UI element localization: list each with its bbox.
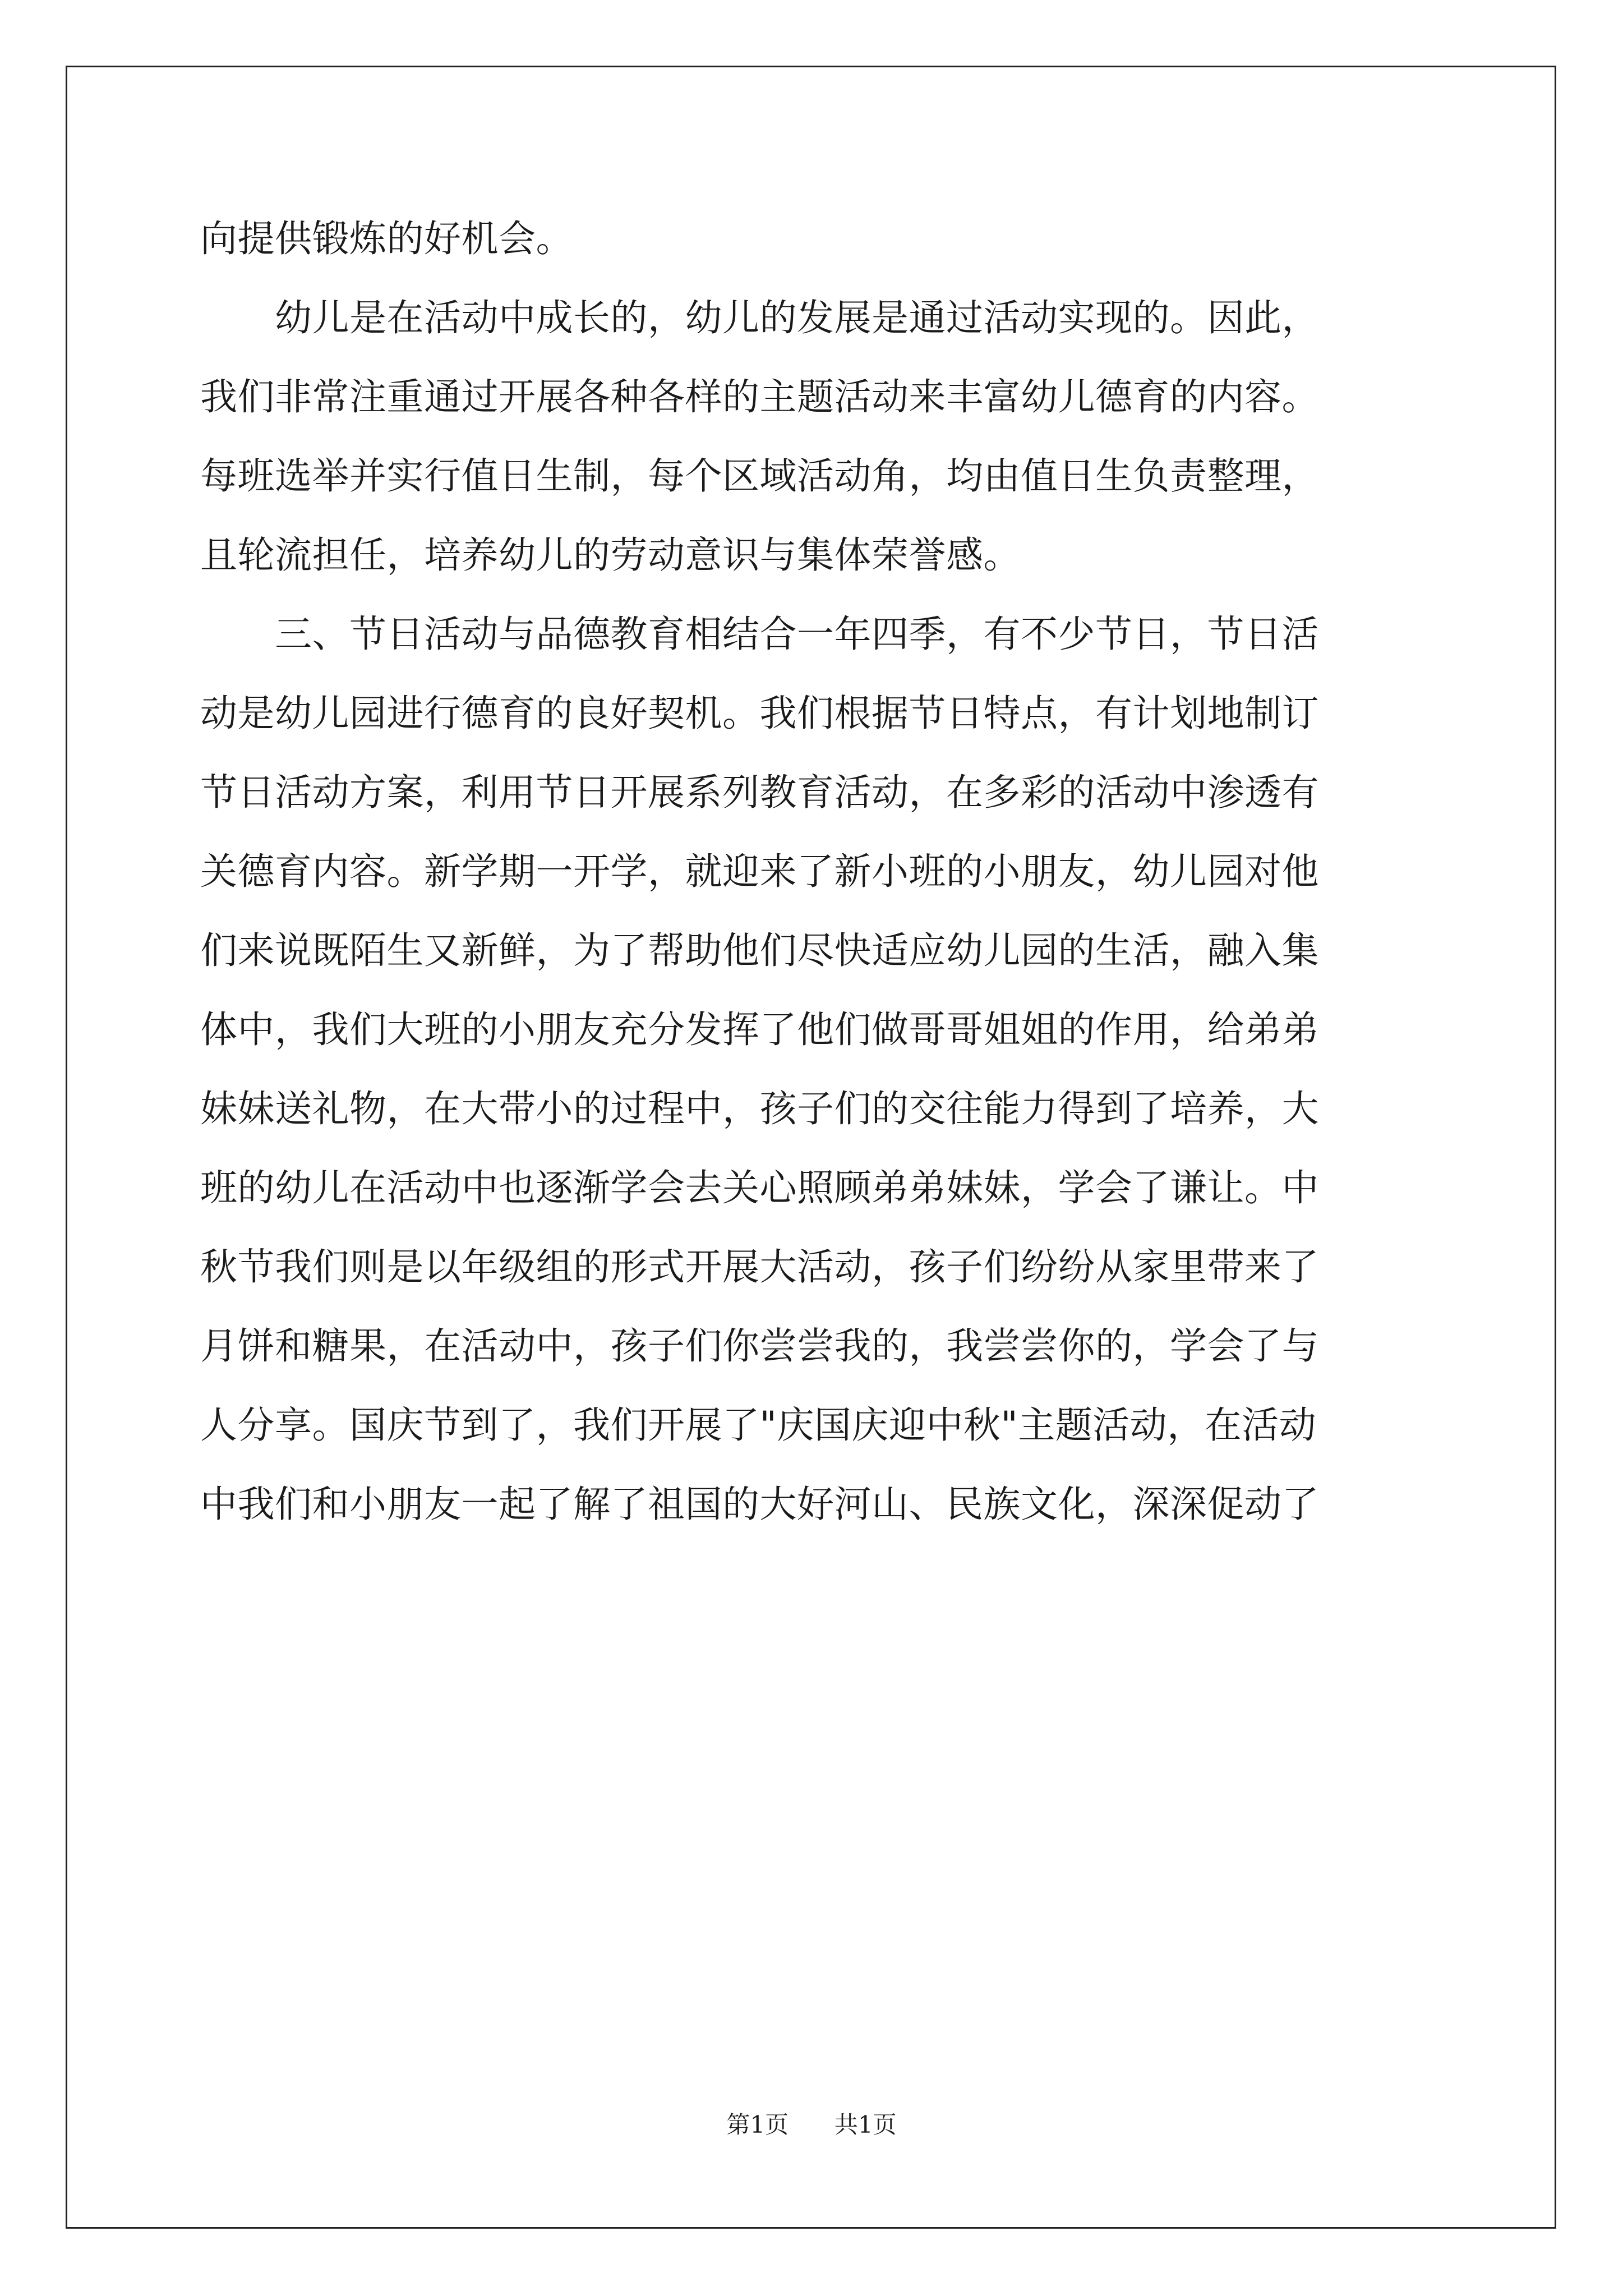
text-line: 节日活动方案，利用节日开展系列教育活动，在多彩的活动中渗透有	[200, 771, 1319, 814]
text-line: 中我们和小朋友一起了解了祖国的大好河山、民族文化，深深促动了	[200, 1483, 1319, 1526]
text-line: 班的幼儿在活动中也逐渐学会去关心照顾弟弟妹妹，学会了谦让。中	[200, 1166, 1319, 1209]
text-line: 关德育内容。新学期一开学，就迎来了新小班的小朋友，幼儿园对他	[200, 850, 1319, 893]
page-total: 共1页	[834, 2111, 897, 2138]
text-line: 们来说既陌生又新鲜，为了帮助他们尽快适应幼儿园的生活，融入集	[200, 929, 1319, 972]
text-line: 三、节日活动与品德教育相结合一年四季，有不少节日，节日活	[200, 613, 1319, 656]
text-line: 人分享。国庆节到了，我们开展了"庆国庆迎中秋"主题活动，在活动	[200, 1404, 1317, 1447]
text-line: 体中，我们大班的小朋友充分发挥了他们做哥哥姐姐的作用，给弟弟	[200, 1008, 1319, 1051]
text-line: 月饼和糖果，在活动中，孩子们你尝尝我的，我尝尝你的，学会了与	[200, 1324, 1319, 1368]
text-line: 我们非常注重通过开展各种各样的主题活动来丰富幼儿德育的内容。	[200, 375, 1319, 418]
text-line: 幼儿是在活动中成长的，幼儿的发展是通过活动实现的。因此，	[200, 296, 1319, 339]
text-line: 妹妹送礼物，在大带小的过程中，孩子们的交往能力得到了培养，大	[200, 1087, 1319, 1130]
text-line: 秋节我们则是以年级组的形式开展大活动，孩子们纷纷从家里带来了	[200, 1245, 1319, 1289]
text-line: 每班选举并实行值日生制，每个区域活动角，均由值日生负责整理，	[200, 454, 1319, 498]
text-line: 且轮流担任，培养幼儿的劳动意识与集体荣誉感。	[200, 533, 1021, 577]
page-footer	[0, 2106, 1623, 2140]
text-line: 动是幼儿园进行德育的良好契机。我们根据节日特点，有计划地制订	[200, 692, 1319, 735]
document-body	[200, 199, 1423, 1544]
page-number: 第1页	[726, 2111, 789, 2138]
text-line: 向提供锻炼的好机会。	[200, 217, 573, 260]
